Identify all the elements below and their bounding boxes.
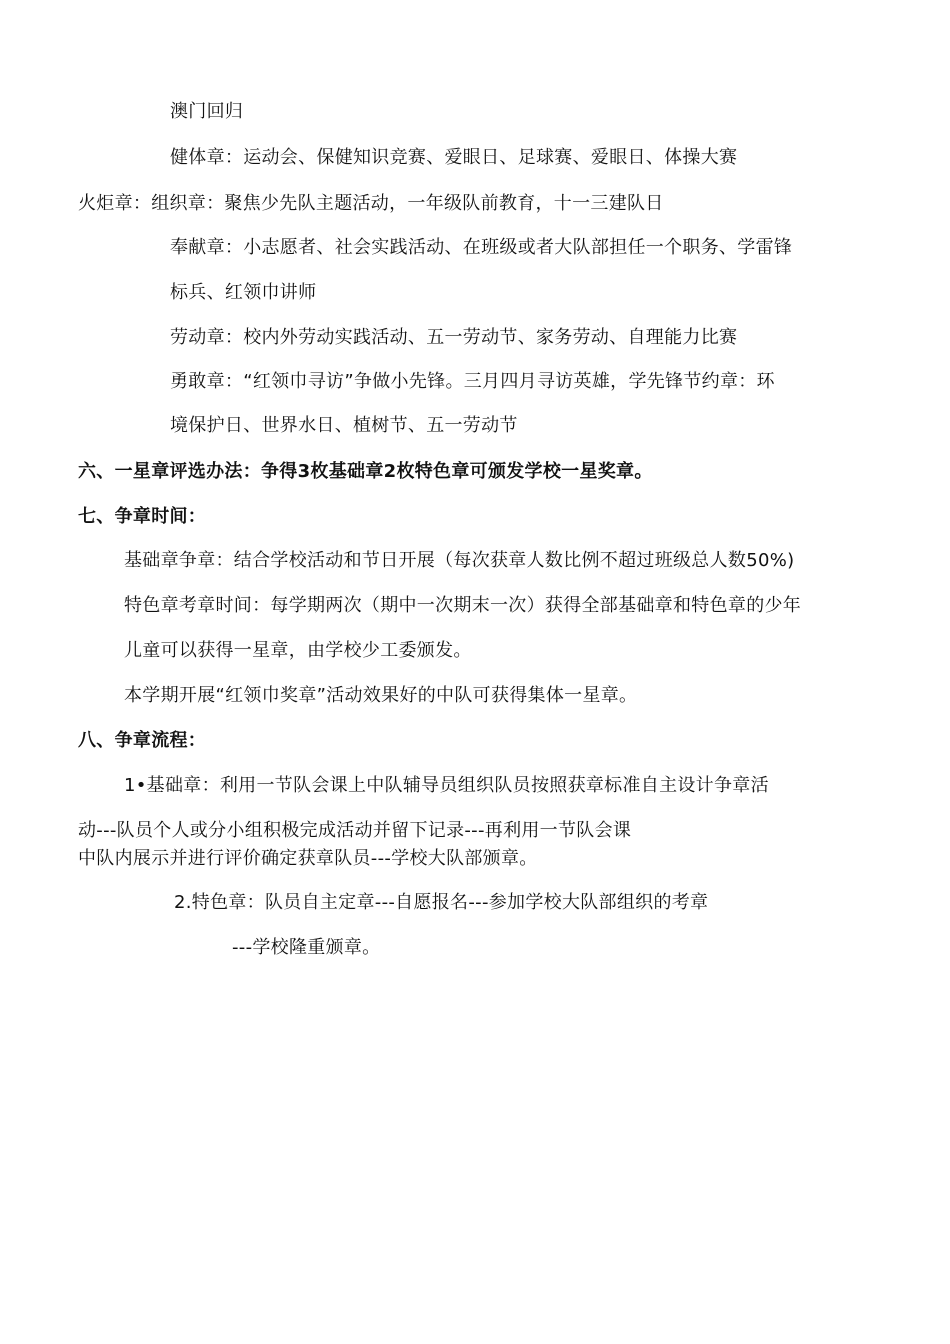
text-line: 标兵、红领巾讲师: [170, 282, 317, 303]
text-line: 健体章：运动会、保健知识竞赛、爱眼日、足球赛、爱眼日、体操大赛: [170, 147, 738, 168]
text-line: 1•基础章：利用一节队会课上中队辅导员组织队员按照获章标准自主设计争章活: [124, 775, 769, 796]
text-line: 澳门回归: [170, 101, 244, 122]
text-line: 中队内展示并进行评价确定获章队员---学校大队部颁章。: [78, 848, 538, 869]
text-line: 儿童可以获得一星章，由学校少工委颁发。: [124, 640, 472, 661]
section-heading: 六、一星章评选办法：争得3枚基础章2枚特色章可颁发学校一星奖章。: [78, 461, 653, 482]
text-line: 劳动章：校内外劳动实践活动、五一劳动节、家务劳动、自理能力比赛: [170, 327, 738, 348]
section-heading: 七、争章时间：: [78, 506, 207, 527]
text-line: 基础章争章：结合学校活动和节日开展（每次获章人数比例不超过班级总人数50%): [124, 550, 795, 571]
text-line: 境保护日、世界水日、植树节、五一劳动节: [170, 415, 518, 436]
text-line: 勇敢章：“红领巾寻访”争做小先锋。三月四月寻访英雄，学先锋节约章：环: [170, 371, 775, 392]
text-line: 奉献章：小志愿者、社会实践活动、在班级或者大队部担任一个职务、学雷锋: [170, 237, 793, 258]
text-line: 2.特色章：队员自主定章---自愿报名---参加学校大队部组织的考章: [174, 892, 709, 913]
text-line: 火炬章：组织章：聚焦少先队主题活动，一年级队前教育，十一三建队日: [78, 193, 664, 214]
text-line: 本学期开展“红领巾奖章”活动效果好的中队可获得集体一星章。: [124, 685, 638, 706]
text-line: 动---队员个人或分小组积极完成活动并留下记录---再利用一节队会课: [78, 820, 632, 841]
text-line: ---学校隆重颁章。: [232, 937, 381, 958]
section-heading: 八、争章流程：: [78, 730, 207, 751]
text-line: 特色章考章时间：每学期两次（期中一次期末一次）获得全部基础章和特色章的少年: [124, 595, 802, 616]
